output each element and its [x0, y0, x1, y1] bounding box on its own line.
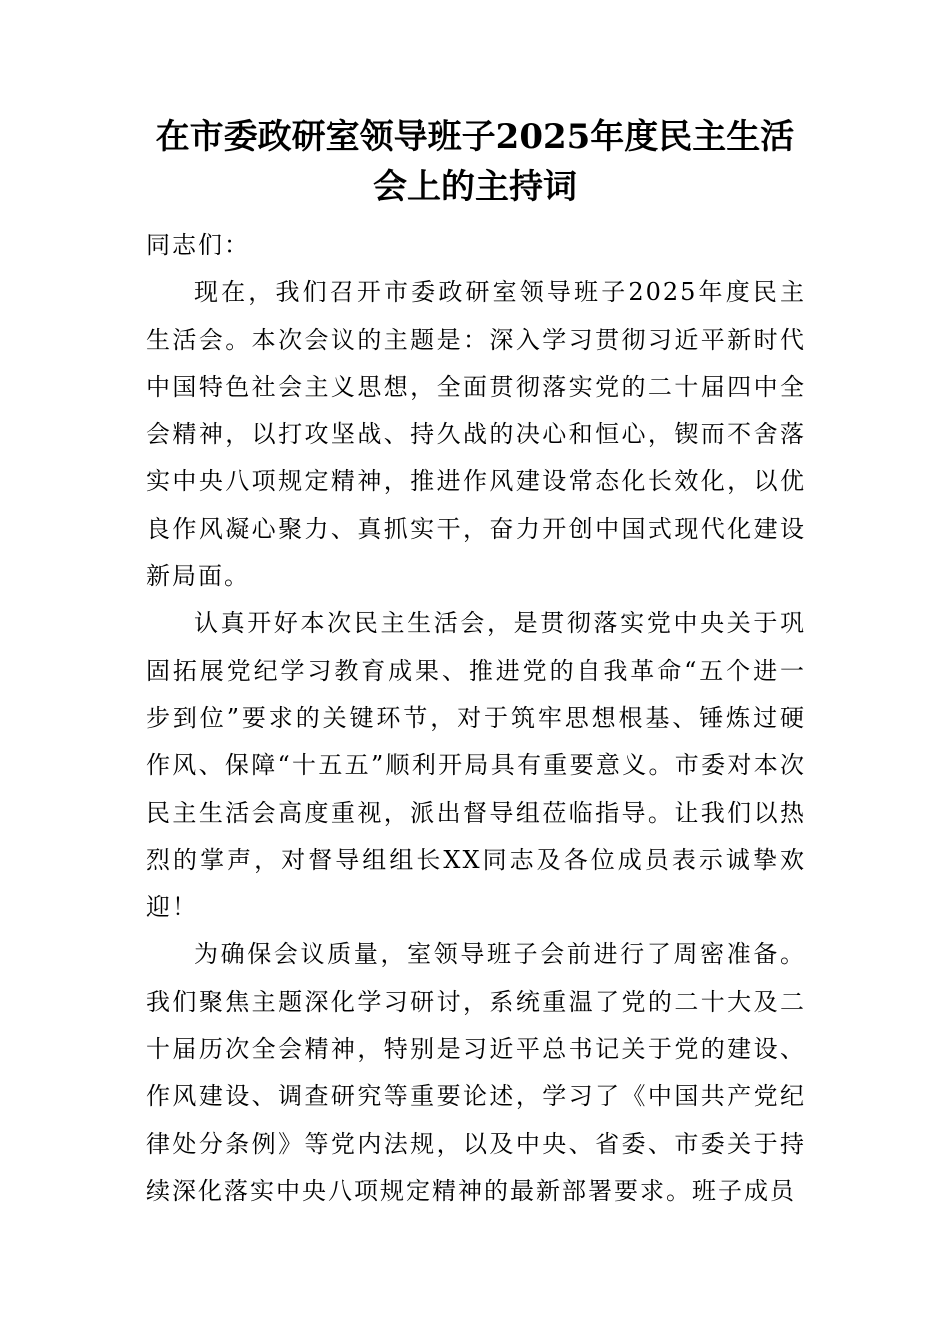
document-body: [146, 222, 806, 1215]
paragraph-3: 为确保会议质量，室领导班子会前进行了周密准备。我们聚焦主题深化学习研讨，系统重温了党的二十大及二十届历次全会精神，特别是习近平总书记关于党的建设、作风建设、调查研究等重要论述，学习了《中国共产党纪律处分条例》等党内法规，以及中央、省委、市委关于持续深化落实中央八项规定精神的最新部署要求。班子成员: [146, 940, 806, 1205]
paragraph-2: 认真开好本次民主生活会，是贯彻落实党中央关于巩固拓展党纪学习教育成果、推进党的自我革命“五个进一步到位”要求的关键环节，对于筑牢思想根基、锤炼过硬作风、保障“十五五”顺利开局具有重要意义。市委对本次民主生活会高度重视，派出督导组莅临指导。让我们以热烈的掌声，对督导组组长XX同志及各位成员表示诚挚欢迎！: [146, 609, 806, 922]
salutation: 同志们：: [146, 231, 250, 259]
document-title: 在市委政研室领导班子2025年度民主生活会上的主持词: [155, 117, 795, 207]
paragraph-1: 现在，我们召开市委政研室领导班子2025年度民主生活会。本次会议的主题是：深入学习贯彻习近平新时代中国特色社会主义思想，全面贯彻落实党的二十届四中全会精神，以打攻坚战、持久战的决心和恒心，锲而不舍落实中央八项规定精神，推进作风建设常态化长效化，以优良作风凝心聚力、真抓实干，奋力开创中国式现代化建设新局面。: [146, 278, 806, 591]
